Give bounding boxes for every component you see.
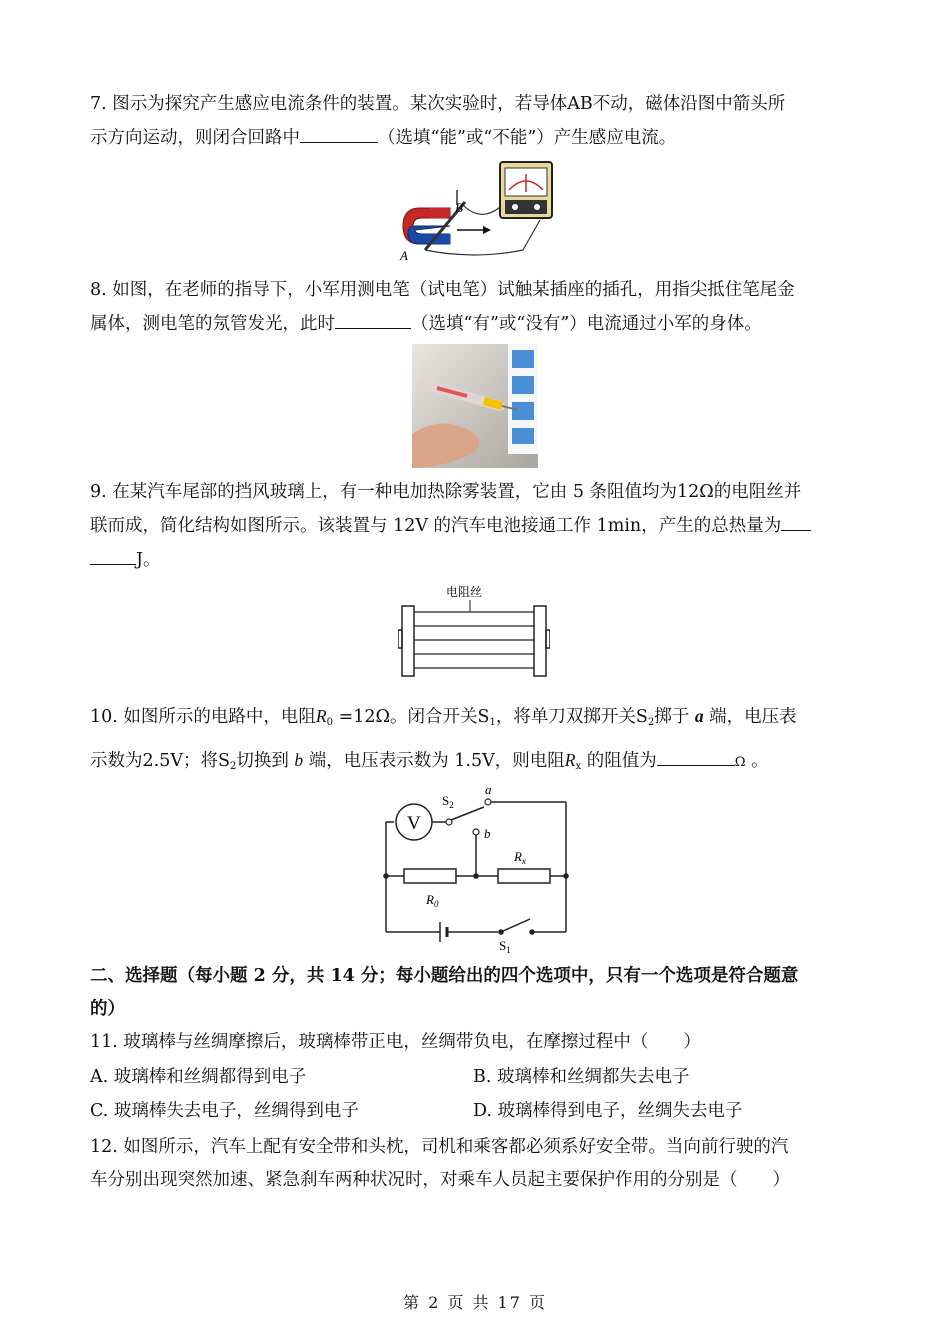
- q11-option-a[interactable]: A. 玻璃棒和丝绸都得到电子: [90, 1067, 307, 1087]
- q10-a-end: a: [694, 706, 704, 726]
- q10-s2-sub: 2: [647, 717, 655, 728]
- q10-line2: [90, 748, 769, 779]
- q10-s1-label: $S_1$: [499, 938, 511, 954]
- q9-line2: [90, 514, 811, 538]
- q8-test-pen-photo: [412, 344, 538, 468]
- q7-line2-post: （选填“能”或“不能”）产生感应电流。: [378, 128, 677, 148]
- q11-option-c[interactable]: C. 玻璃棒失去电子，丝绸得到电子: [90, 1101, 359, 1121]
- q12-line2: 车分别出现突然加速、紧急刹车两种状况时，对乘车人员起主要保护作用的分别是（ ）: [90, 1170, 790, 1190]
- q9-line1-pre: 9. 在某汽车尾部的挡风玻璃上，有一种电加热除雾装置，它由 5 条阻值均为: [90, 482, 678, 502]
- q10-s2-label: $S_2$: [442, 793, 454, 810]
- q10-line2-b: ；将: [182, 751, 218, 771]
- q10-voltage-a: 2.5V: [142, 751, 183, 771]
- q10-line2-e: 的阻值为: [586, 751, 657, 771]
- page-number-footer: 第 2 页 共 17 页: [403, 1293, 547, 1312]
- q9-line1-post: 的电阻丝并: [713, 482, 802, 502]
- q8-answer-blank[interactable]: [335, 314, 411, 329]
- q9-answer-blank-part1[interactable]: [781, 516, 811, 531]
- q9-line3-post: J。: [136, 550, 161, 570]
- q10-line1-c: 。闭合开关: [390, 707, 478, 727]
- q10-s2-symbol-2: S: [217, 751, 230, 771]
- q9-line1: [90, 480, 801, 504]
- q10-line1: [90, 704, 797, 735]
- q9-defogger-figure: [398, 582, 550, 680]
- q7-label-b: B: [455, 200, 463, 215]
- q10-s1-symbol: S: [477, 707, 490, 727]
- q10-circuit-diagram: [380, 782, 576, 954]
- q11-stem: 11. 玻璃棒与丝绸摩擦后，玻璃棒带正电，丝绸带负电，在摩擦过程中（ ）: [90, 1032, 701, 1052]
- q10-s2-symbol: S: [635, 707, 648, 727]
- q9-answer-blank-part2[interactable]: [90, 550, 136, 565]
- section2-heading-line1: 二、选择题（每小题 2 分，共 14 分；每小题给出的四个选项中，只有一个选项是符合题意: [90, 966, 799, 986]
- q9-line2-text: 联而成，简化结构如图所示。该装置与 12V 的汽车电池接通工作 1min，产生的总热量为: [90, 516, 782, 536]
- q11-option-b[interactable]: B. 玻璃棒和丝绸都失去电子: [473, 1067, 690, 1087]
- q9-line3: [90, 548, 161, 572]
- q7-induction-apparatus-figure: [395, 160, 555, 265]
- q10-line1-e: 掷于: [654, 707, 690, 727]
- q9-resistance-value: 12Ω: [677, 482, 714, 502]
- q10-rx-label: $R_x$: [514, 849, 526, 866]
- q10-line1-f: 端，电压表: [709, 707, 797, 727]
- q10-r0-resistor: [404, 869, 456, 883]
- q7-line2-pre: 示方向运动，则闭合回路中: [90, 128, 300, 148]
- q8-line2-pre: 属体，测电笔的氖管发光，此时: [90, 314, 335, 334]
- q10-s2-sub-2: 2: [229, 761, 237, 772]
- q10-rx-sub: x: [575, 761, 582, 772]
- q10-line2-a: 示数为: [90, 751, 143, 771]
- q10-line1-a: 10. 如图所示的电路中，电阻: [90, 707, 316, 727]
- q10-s1-sub: 1: [489, 717, 496, 728]
- q10-r0-sub: 0: [326, 717, 333, 728]
- q7-line1: 7. 图示为探究产生感应电流条件的装置。某次实验时，若导体AB不动，磁体沿图中箭头所: [90, 94, 786, 114]
- q10-rx-resistor: [498, 869, 550, 883]
- q10-line2-d: 端，电压表示数为 1.5V，则电阻: [308, 751, 565, 771]
- q7-line2: [90, 126, 676, 150]
- q10-rx-symbol: R: [564, 750, 576, 770]
- q10-line1-d: ，将单刀双掷开关: [495, 707, 636, 727]
- q10-a-label: a: [485, 782, 492, 797]
- q10-r0-label: $R_0$: [426, 892, 439, 909]
- q11-option-d[interactable]: D. 玻璃棒得到电子，丝绸失去电子: [473, 1101, 743, 1121]
- q10-s1-switch: [503, 919, 530, 931]
- q10-r0-symbol: R: [315, 706, 327, 726]
- q8-line2-post: （选填“有”或“没有”）电流通过小军的身体。: [411, 314, 762, 334]
- q10-line2-end: 。: [751, 751, 769, 771]
- q10-answer-blank[interactable]: [657, 751, 735, 766]
- section2-heading-line2: 的）: [90, 999, 125, 1019]
- q7-answer-blank[interactable]: [300, 128, 378, 143]
- q10-line2-c: 切换到: [236, 751, 289, 771]
- q10-voltmeter-label: V: [407, 813, 421, 834]
- q8-line2: [90, 312, 762, 336]
- q10-b-label: b: [484, 826, 491, 841]
- q10-b-end: b: [294, 750, 304, 770]
- q10-unit: Ω: [734, 755, 746, 770]
- q9-resistance-wire-label: 电阻丝: [446, 585, 483, 599]
- q12-line1: 12. 如图所示，汽车上配有安全带和头枕，司机和乘客都必须系好安全带。当向前行驶的汽: [90, 1137, 789, 1157]
- q8-line1: 8. 如图，在老师的指导下，小军用测电笔（试电笔）试触某插座的插孔，用指尖抵住笔尾金: [90, 280, 795, 300]
- q10-r0-value: =12Ω: [338, 707, 391, 727]
- q7-label-a: A: [400, 248, 408, 263]
